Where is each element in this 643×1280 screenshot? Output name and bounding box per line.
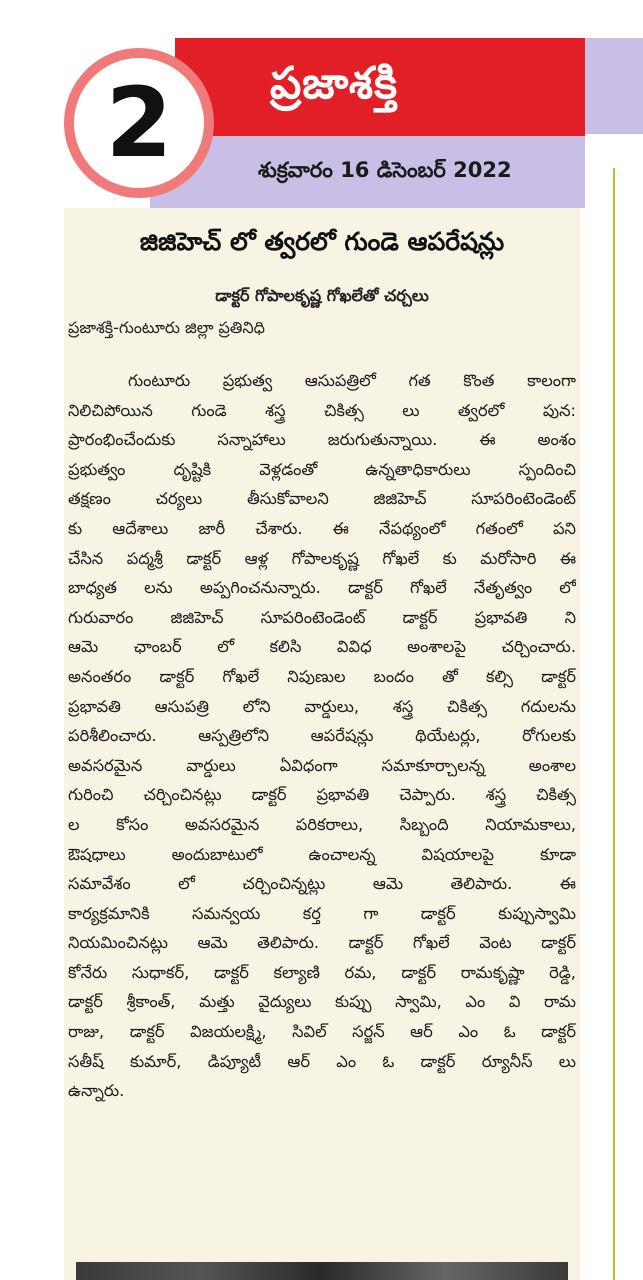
page-number: 2: [105, 67, 173, 179]
body-line: రాజు, డాక్టర్ విజయలక్ష్మి, సివిల్ సర్జన్ ఆర్ ఎం ఓ డాక్టర్: [68, 1022, 576, 1042]
article-body: [68, 366, 576, 1106]
body-line: బాధ్యత లను అప్పగించనున్నారు. డాక్టర్ గోఖలే నేతృత్వం లో: [68, 578, 576, 598]
body-line: అనంతరం డాక్టర్ గోఖలే నిపుణుల బందం తో కల్సి డాక్టర్: [68, 666, 576, 686]
body-line: కోనేరు సుధాకర్, డాక్టర్ కల్యాణి రమ, డాక్టర్ రామకృష్ణా రెడ్డి,: [68, 962, 576, 982]
body-line: గురించి చర్చించినట్లు డాక్టర్ ప్రభావతి చెప్పారు. శస్త్ర చికిత్స: [68, 785, 576, 805]
body-line: సతీష్ కుమార్, డిప్యూటీ ఆర్ ఎం ఓ డాక్టర్ ర్యూనీస్ లు: [68, 1051, 576, 1071]
article-dateline: ప్రజాశక్తి-గుంటూరు జిల్లా ప్రతినిధి: [68, 318, 265, 337]
body-line: కార్యక్రమానికి సమన్వయ కర్త గా డాక్టర్ కుప్పుస్వామి: [68, 903, 576, 923]
body-line: కు ఆదేశాలు జారీ చేశారు. ఈ నేపథ్యంలో గతంలో పని: [68, 518, 576, 538]
body-line: నియమించినట్లు ఆమె తెలిపారు. డాక్టర్ గోఖలే వెంట డాక్టర్: [68, 933, 576, 953]
body-line: తక్షణం చర్యలు తీసుకోవాలని జిజిహెచ్ సూపరింటెండెంట్: [68, 489, 576, 509]
column-rule: [613, 168, 615, 1280]
body-line: ఉన్నారు.: [68, 1081, 125, 1101]
body-line: ల కోసం అవసరమైన పరికరాలు, సిబ్బంది నియామకాలు,: [68, 814, 576, 834]
body-line: డాక్టర్ శ్రీకాంత్, మత్తు వైద్యులు కుప్పు స్వామి, ఎం వి రామ: [68, 992, 576, 1012]
body-line: నిలిచిపోయిన గుండె శస్త్ర చికిత్స లు త్వరలో పున:: [68, 400, 576, 420]
body-line: అవసరమైన వార్డులు ఏవిధంగా సమాకూర్చాలన్న అంశాల: [68, 755, 576, 775]
article-subheadline: డాక్టర్ గోపాలకృష్ణ గోఖలేతో చర్చలు: [215, 286, 429, 305]
body-line: ఔషధాలు అందుబాటులో ఉంచాలన్న విషయాలపై కూడా: [68, 844, 576, 864]
photo-edge: [76, 1262, 568, 1280]
body-line: పరిశీలించారు. ఆస్పత్రిలోని ఆపరేషన్లు థియేటర్లు, రోగులకు: [68, 726, 576, 746]
body-line: చేసిన పద్మశ్రీ డాక్టర్ ఆళ్ల గోపాలకృష్ణ గోఖలే కు మరోసారి ఈ: [68, 548, 576, 568]
body-line: గురువారం జిజిహెచ్ సూపరింటెండెంట్ డాక్టర్ ప్రభావతి ని: [68, 607, 576, 627]
body-line: ప్రభుత్వం దృష్టికి వెళ్లడంతో ఉన్నతాధికారులు స్పందించి: [68, 459, 576, 479]
article-headline: జిజిహెచ్ లో త్వరలో గుండె ఆపరేషన్లు: [139, 227, 505, 256]
body-line: గుంటూరు ప్రభుత్వ ఆసుపత్రిలో గత కొంత కాలంగా: [128, 371, 576, 390]
body-line: ప్రారంభించేందుకు సన్నాహాలు జరుగుతున్నాయి. ఈ అంశం: [68, 430, 576, 450]
body-line: ఆమె ఛాంబర్ లో కలిసి వివిధ అంశాలపై చర్చించారు.: [68, 637, 576, 657]
publication-date: శుక్రవారం 16 డిసెంబర్ 2022: [258, 158, 512, 182]
body-line: ప్రభావతి ఆసుపత్రి లోని వార్డులు, శస్త్ర చికిత్స గదులను: [68, 696, 576, 716]
newspaper-name: ప్రజాశక్తి: [270, 58, 399, 109]
body-line: సమావేశం లో చర్చించిన్నట్లు ఆమె తెలిపారు. ఈ: [68, 874, 576, 894]
page-number-badge: [64, 48, 214, 198]
masthead-side-strip: [585, 38, 643, 134]
